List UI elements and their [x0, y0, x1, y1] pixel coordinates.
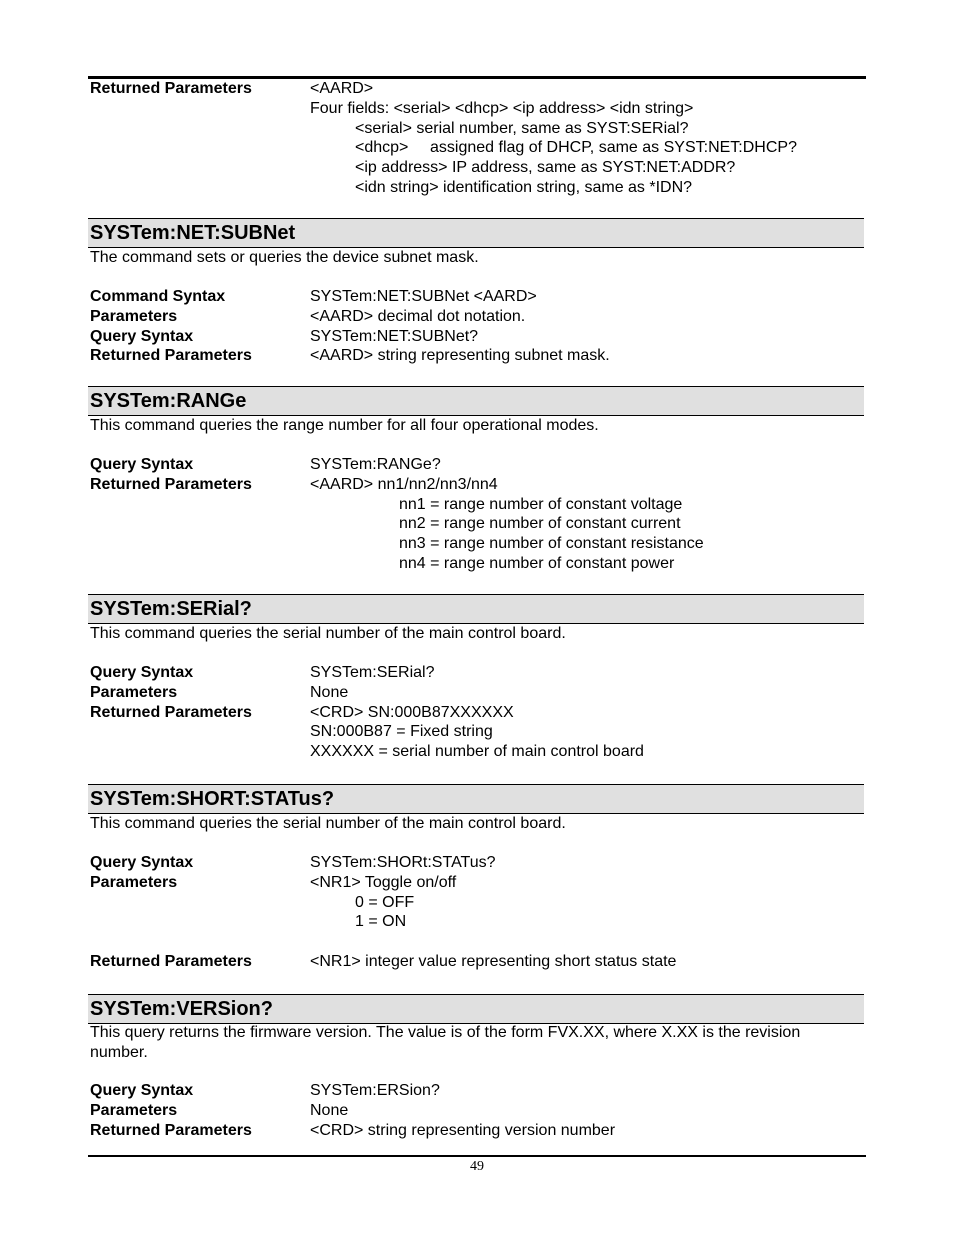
param-value: <NR1> integer value representing short status state: [310, 953, 677, 970]
page-number: 49: [470, 1159, 484, 1174]
short-status-params: [88, 853, 866, 932]
param-label: Parameters: [90, 1101, 178, 1119]
param-label: Returned Parameters: [90, 953, 252, 970]
sub-item: nn4 = range number of constant power: [399, 554, 675, 572]
param-value: <CRD> string representing version number: [310, 1121, 616, 1139]
section-description: This command queries the serial number of the main control board.: [90, 625, 566, 642]
section-description: This command queries the serial number of the main control board.: [90, 815, 566, 832]
param-label: Parameters: [90, 307, 178, 325]
sub-item: 1 = ON: [355, 913, 407, 931]
bottom-rule: [88, 1155, 866, 1157]
param-label: Returned Parameters: [90, 347, 252, 365]
param-value: <CRD> SN:000B87XXXXXX: [310, 703, 514, 721]
param-label: Query Syntax: [90, 456, 194, 473]
section-description: This command queries the range number for all four operational modes.: [90, 417, 599, 434]
param-label: Command Syntax: [90, 288, 226, 305]
param-label: Returned Parameters: [90, 1121, 252, 1139]
subnet-params: [88, 287, 866, 366]
param-label: Returned Parameters: [90, 475, 252, 493]
param-value: None: [310, 683, 349, 701]
param-value: SYSTem:NET:SUBNet <AARD>: [310, 288, 537, 305]
param-value: SYSTem:RANGe?: [310, 456, 441, 473]
param-value: None: [310, 1101, 349, 1119]
param-value: SYSTem:SERial?: [310, 664, 435, 681]
short-status-returned: [88, 952, 866, 972]
param-label: Query Syntax: [90, 327, 194, 345]
sub-item: <ip address> IP address, same as SYST:NET:ADDR?: [355, 159, 736, 177]
range-params: [88, 455, 866, 574]
param-value: SYSTem:SHORt:STATus?: [310, 854, 496, 871]
section-description: This query returns the firmware version. The value is of the form FVX.XX, where X.XX is the revision number.: [90, 1024, 801, 1061]
param-label: Parameters: [90, 683, 178, 701]
aard-returned-block: [88, 79, 866, 198]
section-description: The command sets or queries the device subnet mask.: [90, 249, 479, 266]
section-header-range: [88, 386, 864, 416]
section-title: SYSTem:NET:SUBNet: [90, 222, 296, 244]
version-params: [88, 1081, 866, 1140]
param-value: SYSTem:ERSion?: [310, 1082, 440, 1099]
param-value: XXXXXX = serial number of main control board: [310, 743, 644, 761]
param-label: Query Syntax: [90, 854, 194, 871]
param-value: Four fields: <serial> <dhcp> <ip address> <idn string>: [310, 99, 694, 117]
section-header-version: [88, 994, 864, 1024]
section-title: SYSTem:RANGe: [90, 390, 247, 412]
section-title: SYSTem:SHORT:STATus?: [90, 788, 335, 810]
param-value: <AARD> string representing subnet mask.: [310, 347, 610, 365]
sub-item: nn2 = range number of constant current: [399, 515, 681, 533]
sub-item: <dhcp> assigned flag of DHCP, same as SYST:NET:DHCP?: [355, 139, 797, 157]
param-label: Returned Parameters: [90, 703, 252, 721]
param-label: Parameters: [90, 873, 178, 891]
param-value: <NR1> Toggle on/off: [310, 873, 457, 891]
section-header-short-status: [88, 784, 864, 814]
param-value: <AARD> decimal dot notation.: [310, 307, 526, 325]
param-label: Query Syntax: [90, 1082, 194, 1099]
section-title: SYSTem:SERial?: [90, 598, 252, 620]
param-label: Returned Parameters: [90, 80, 252, 97]
sub-item: nn1 = range number of constant voltage: [399, 495, 683, 513]
param-label: Query Syntax: [90, 664, 194, 681]
sub-item: <serial> serial number, same as SYST:SERial?: [355, 119, 689, 137]
param-value: SYSTem:NET:SUBNet?: [310, 327, 479, 345]
param-value: <AARD> nn1/nn2/nn3/nn4: [310, 475, 498, 493]
sub-item: <idn string> identification string, same as *IDN?: [355, 178, 693, 196]
sub-item: 0 = OFF: [355, 893, 415, 911]
sub-item: nn3 = range number of constant resistance: [399, 535, 704, 553]
section-header-subnet: [88, 218, 864, 248]
serial-params: [88, 663, 866, 762]
section-title: SYSTem:VERSion?: [90, 998, 273, 1020]
param-value: <AARD>: [310, 80, 374, 97]
param-value: SN:000B87 = Fixed string: [310, 723, 493, 741]
section-header-serial: [88, 594, 864, 624]
